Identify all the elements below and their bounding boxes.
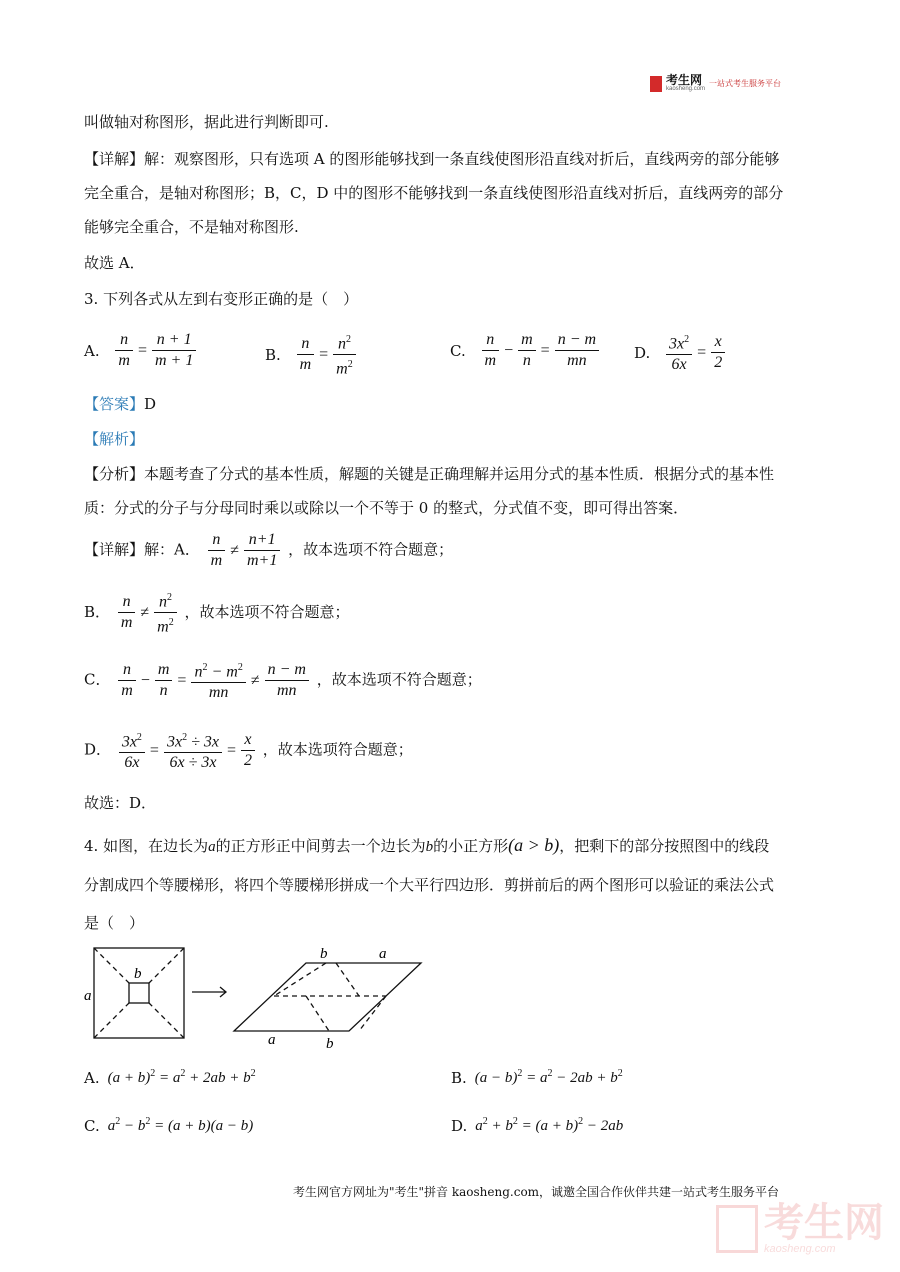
para-bottom-b: b — [326, 1036, 334, 1052]
q4-option-d: D. $a^2 + b^2 = (a + b)^2 - 2ab$ — [451, 1116, 624, 1135]
inner-square-label: b — [134, 966, 142, 982]
q4-figure — [76, 938, 436, 1060]
para-bottom-a: a — [268, 1032, 276, 1048]
prev-detail3: 能够完全重合，不是轴对称图形. — [84, 218, 299, 236]
para-top-b: b — [320, 946, 328, 962]
q3-fenxi1: 【分析】本题考查了分式的基本性质，解题的关键是正确理解并运用分式的基本性质．根据分式的基本性 — [84, 465, 775, 483]
q4-stem1: 4. 如图，在边长为a的正方形正中间剪去一个边长为b的小正方形(a > b)，把剩下的部分按照图中的线段 — [84, 835, 770, 855]
square-side-label: a — [84, 988, 92, 1004]
q3-option-d: D. $\frac{3x^2}{6x}$ = $\frac{x}{2}$ — [634, 330, 728, 375]
square-figure — [94, 948, 184, 1038]
prev-detail1: 【详解】解：观察图形，只有选项 A 的图形能够找到一条直线使图形沿直线对折后，直线两旁的部分能够 — [84, 150, 780, 168]
prev-line1: 叫做轴对称图形，据此进行判断即可. — [84, 113, 329, 131]
footer-text: 考生网官方网址为"考生"拼音 kaosheng.com，诚邀全国合作伙伴共建一站式考生服务平台 — [293, 1185, 780, 1199]
q4-stem3: 是（ ） — [84, 914, 145, 932]
q3-detail-a: 【详解】解：A． $\frac{n}{m}$ ≠ $\frac{n+1}{m+1}$ ，故本选项不符合题意； — [84, 531, 454, 569]
logo-text: 考生网 — [666, 73, 703, 87]
q4-option-a: A. $(a + b)^2 = a^2 + 2ab + b^2$ — [84, 1068, 256, 1087]
q3-option-c: C. $\frac{n}{m}$ − $\frac{m}{n}$ = $\frac{n - m}{mn}$ — [450, 330, 602, 371]
q3-option-b: B. $\frac{n}{m}$ = $\frac{n^2}{m^2}$ — [265, 330, 359, 380]
q4-stem2: 分割成四个等腰梯形，将四个等腰梯形拼成一个大平行四边形．剪拼前后的两个图形可以验证的乘法公式 — [84, 876, 775, 894]
q3-choose: 故选：D． — [84, 794, 157, 812]
q3-answer: 【答案】D — [84, 395, 157, 413]
q3-stem: 3. 下列各式从左到右变形正确的是（ ） — [84, 290, 359, 308]
q3-fenxi2: 质：分式的分子与分母同时乘以或除以一个不等于 0 的整式，分式值不变，即可得出答案． — [84, 499, 689, 517]
q3-analysis-label: 【解析】 — [84, 430, 145, 448]
watermark-text: 考生网 — [764, 1201, 884, 1245]
prev-choose: 故选 A． — [84, 254, 145, 272]
header-logo — [650, 74, 781, 93]
watermark-icon — [716, 1205, 758, 1253]
prev-detail2: 完全重合，是轴对称图形；B，C，D 中的图形不能够找到一条直线使图形沿直线对折后，直线两旁的部分 — [84, 184, 784, 202]
q3-detail-d: D． $\frac{3x^2}{6x}$ = $\frac{3x^2 \div 3x}{6x \div 3x}$ = $\frac{x}{2}$ ，故本选项符合题意； — [84, 728, 413, 773]
watermark-domain: kaosheng.com — [764, 1243, 836, 1255]
q3-detail-b: B． $\frac{n}{m}$ ≠ $\frac{n^2}{m^2}$ ，故本选项不符合题意； — [84, 588, 350, 638]
parallelogram-figure — [234, 963, 421, 1031]
watermark — [716, 1203, 884, 1255]
q4-option-c: C. $a^2 - b^2 = (a + b)(a - b)$ — [84, 1116, 254, 1135]
para-top-a: a — [379, 946, 387, 962]
q4-option-b: B. $(a - b)^2 = a^2 - 2ab + b^2$ — [451, 1068, 623, 1087]
logo-domain: kaosheng.com — [666, 86, 706, 92]
q3-option-a: A. $\frac{n}{m}$ = $\frac{n + 1}{m + 1}$ — [84, 330, 199, 371]
logo-icon — [650, 76, 662, 92]
logo-slogan: 一站式考生服务平台 — [709, 79, 782, 88]
q3-detail-c: C． $\frac{n}{m}$ − $\frac{m}{n}$ = $\frac{n^2 - m^2}{mn}$ ≠ $\frac{n - m}{mn}$ ，故本选项不符合题意； — [84, 658, 482, 703]
arrow-icon — [192, 987, 226, 997]
